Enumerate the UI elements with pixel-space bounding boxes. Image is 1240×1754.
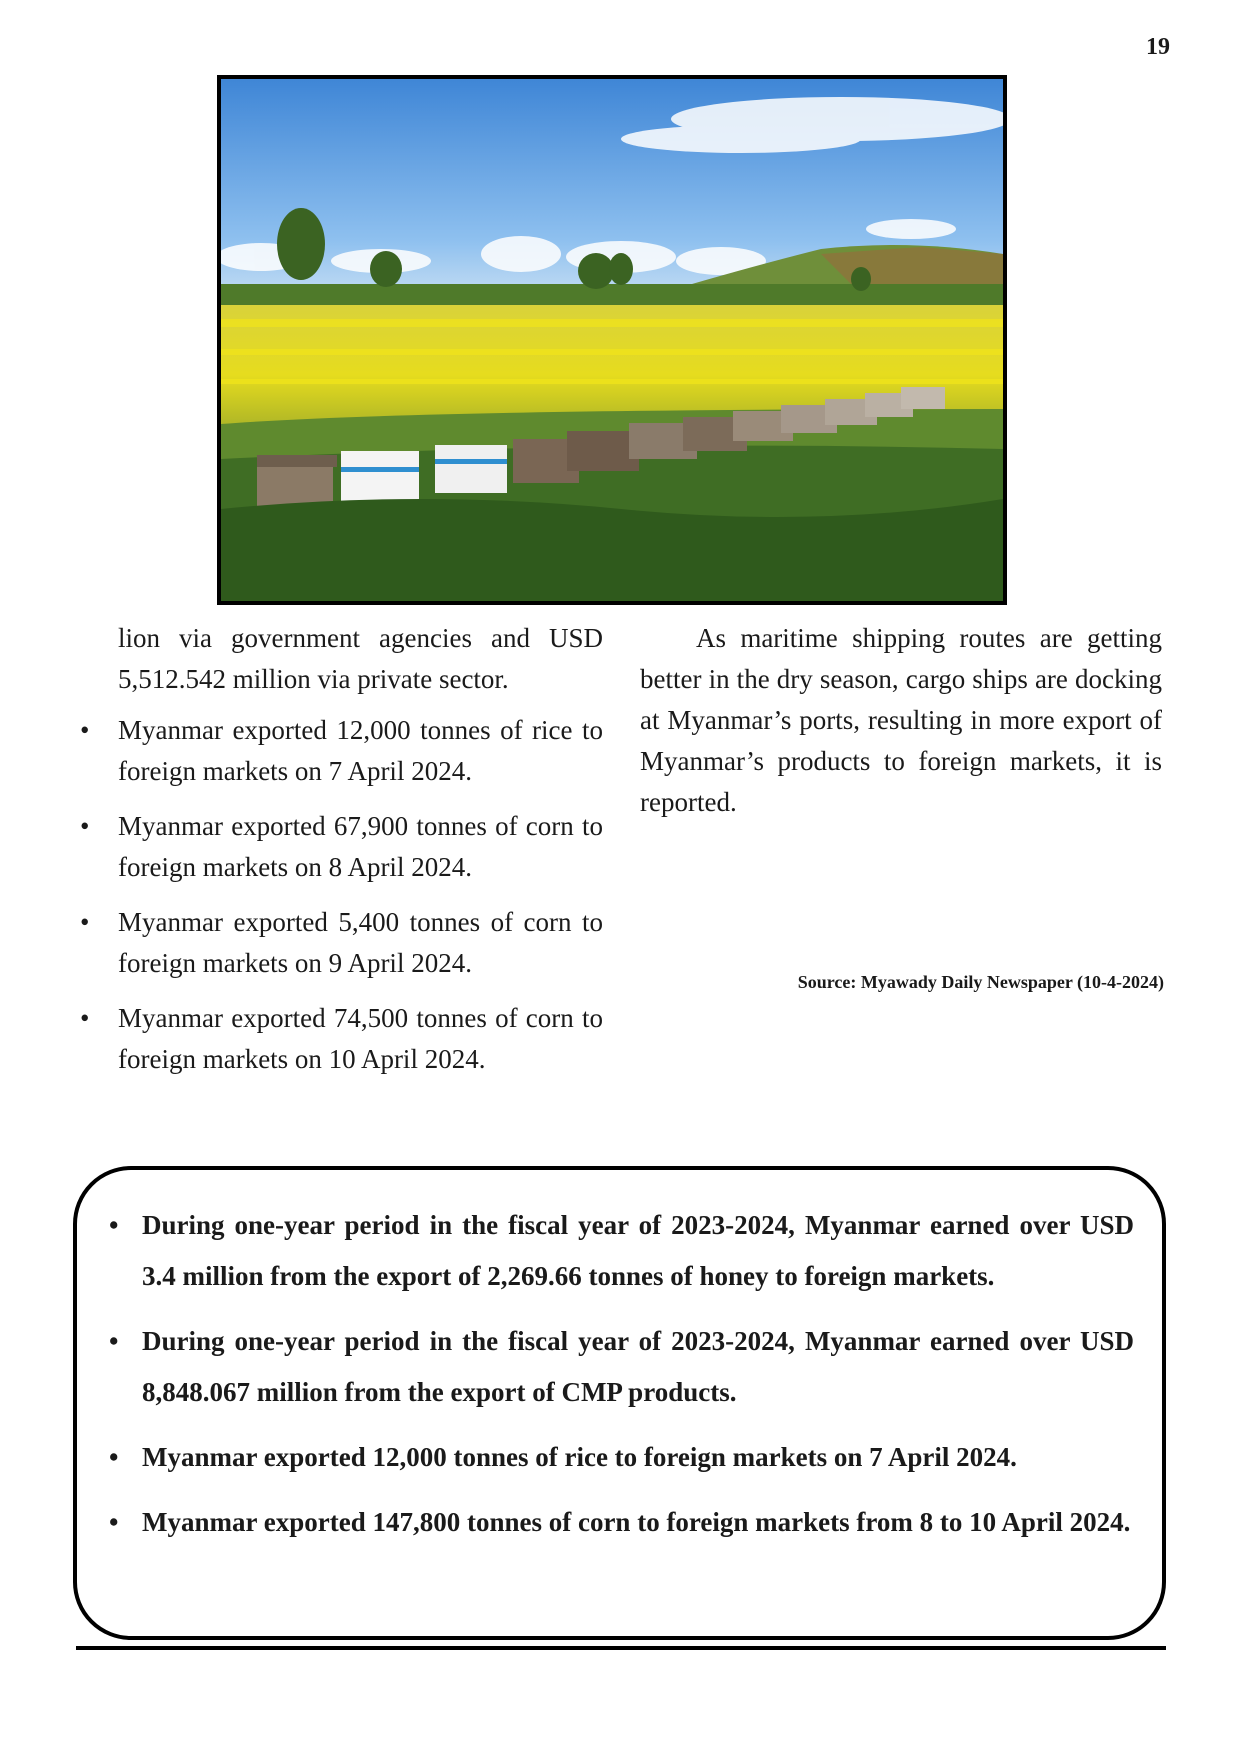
photo-illustration xyxy=(221,79,1003,601)
bullet-icon: • xyxy=(109,1442,119,1472)
list-item: • Myanmar exported 74,500 tonnes of corn to foreign markets on 10 April 2024. xyxy=(76,998,603,1080)
bullet-icon: • xyxy=(80,715,90,745)
summary-box xyxy=(73,1166,1166,1640)
list-item: • Myanmar exported 67,900 tonnes of corn to foreign markets on 8 April 2024. xyxy=(76,806,603,888)
continuation-text: lion via government agencies and USD 5,512.542 million via private sector. xyxy=(118,623,603,694)
list-item: • Myanmar exported 12,000 tonnes of rice to foreign markets on 7 April 2024. xyxy=(76,710,603,792)
shipping-paragraph: As maritime shipping routes are getting better in the dry season, cargo ships are docking at Myanmar’s ports, resulting in more export of Myanmar’s products to foreign markets, it is reported. xyxy=(640,623,1162,817)
left-bullet-list xyxy=(76,710,603,1080)
source-citation: Source: Myawady Daily Newspaper (10-4-2024) xyxy=(797,972,1164,992)
list-item: • During one-year period in the fiscal year of 2023-2024, Myanmar earned over USD 3.4 million from the export of 2,269.66 tonnes of honey to foreign markets. xyxy=(105,1200,1134,1302)
page-number: 19 xyxy=(1146,34,1170,60)
list-item: • Myanmar exported 5,400 tonnes of corn to foreign markets on 9 April 2024. xyxy=(76,902,603,984)
beehive-field-photo xyxy=(217,75,1007,605)
list-item: • During one-year period in the fiscal year of 2023-2024, Myanmar earned over USD 8,848.067 million from the export of CMP products. xyxy=(105,1316,1134,1418)
bullet-icon: • xyxy=(109,1507,119,1537)
bottom-divider xyxy=(76,1646,1166,1650)
bullet-icon: • xyxy=(80,1003,90,1033)
bullet-icon: • xyxy=(80,811,90,841)
list-item: • Myanmar exported 12,000 tonnes of rice to foreign markets on 7 April 2024. xyxy=(105,1432,1134,1483)
bullet-icon: • xyxy=(80,907,90,937)
right-column xyxy=(640,618,1162,823)
left-column xyxy=(76,618,603,1094)
summary-bullet-list xyxy=(105,1200,1134,1548)
bullet-icon: • xyxy=(109,1210,119,1240)
list-item: • Myanmar exported 147,800 tonnes of corn to foreign markets from 8 to 10 April 2024. xyxy=(105,1497,1134,1548)
bullet-icon: • xyxy=(109,1326,119,1356)
